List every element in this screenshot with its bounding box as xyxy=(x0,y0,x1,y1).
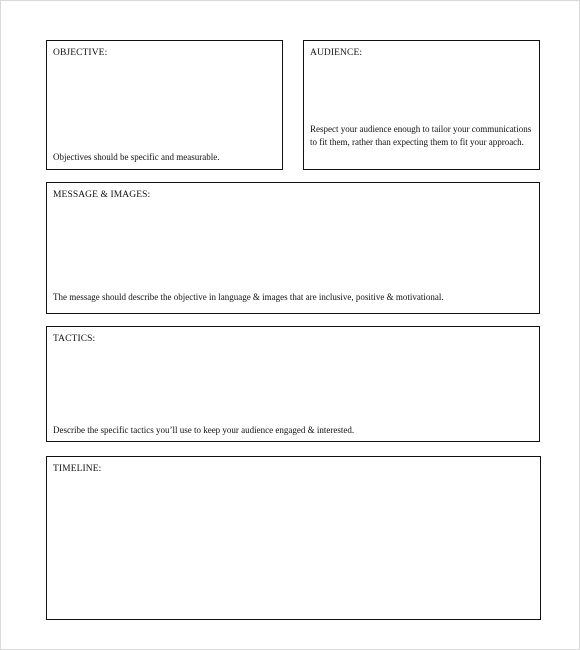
message-images-description: The message should describe the objective in language & images that are inclusive, positive & motivational. xyxy=(53,292,444,302)
objective-section xyxy=(46,40,283,170)
timeline-section xyxy=(46,456,541,620)
audience-description: Respect your audience enough to tailor your communications to fit them, rather than expecting them to fit your approach. xyxy=(310,124,532,147)
tactics-title: TACTICS: xyxy=(53,334,96,344)
objective-description: Objectives should be specific and measurable. xyxy=(53,152,220,162)
objective-title: OBJECTIVE: xyxy=(53,48,108,58)
message-images-title: MESSAGE & IMAGES: xyxy=(53,190,151,200)
timeline-title: TIMELINE: xyxy=(53,464,102,474)
tactics-description: Describe the specific tactics you’ll use to keep your audience engaged & interested. xyxy=(53,425,355,435)
audience-section xyxy=(303,40,540,170)
audience-title: AUDIENCE: xyxy=(310,48,363,58)
message-images-section xyxy=(46,182,540,314)
tactics-section xyxy=(46,326,540,442)
